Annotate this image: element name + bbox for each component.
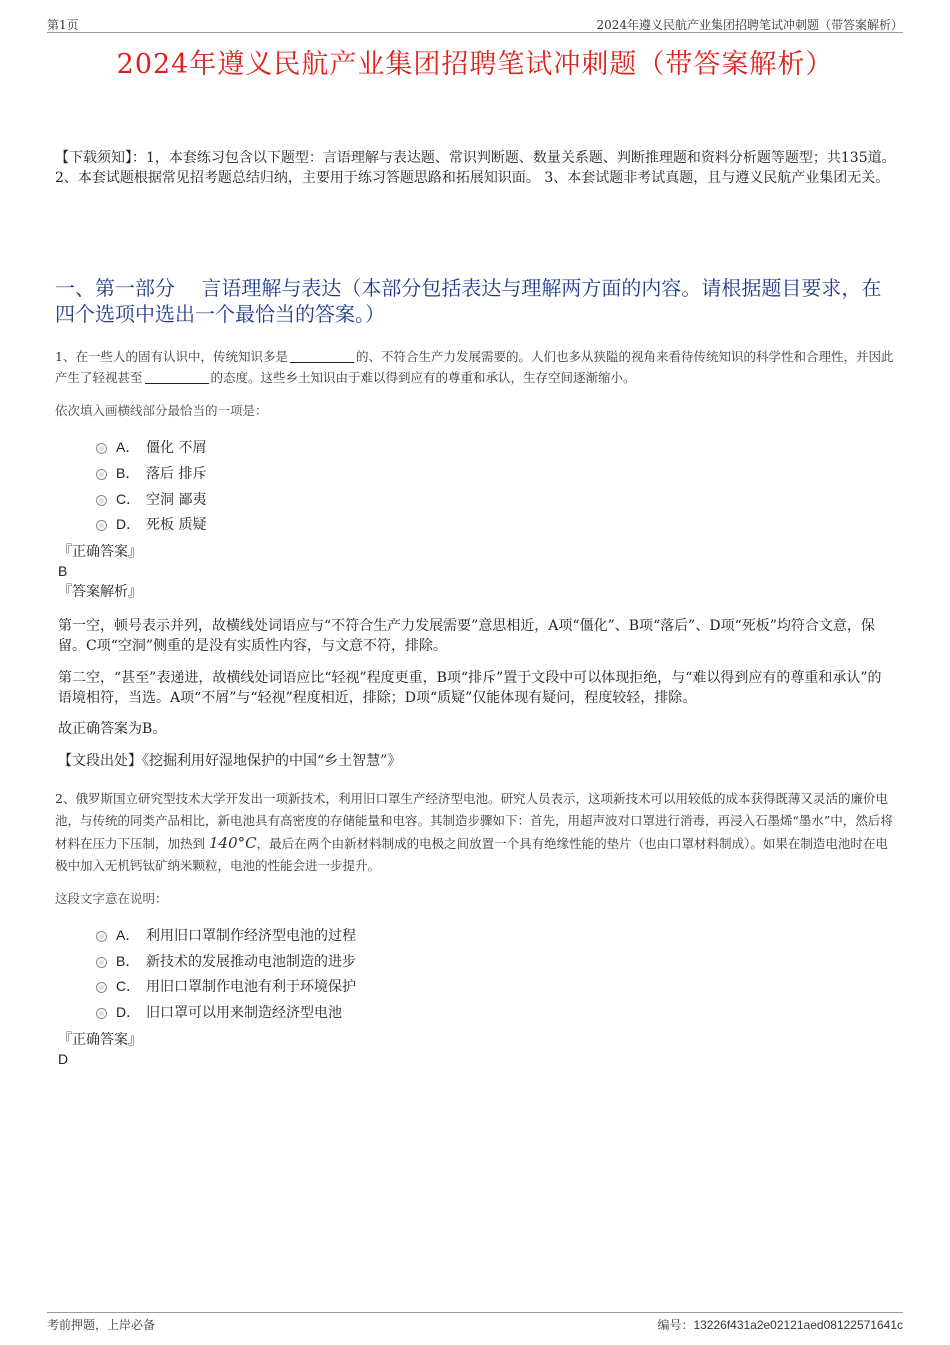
page-footer: [47, 1312, 903, 1332]
correct-answer-label: 『正确答案』: [58, 1032, 142, 1048]
answer-blank-1: [290, 348, 354, 363]
radio-button-icon[interactable]: [96, 520, 107, 531]
page-number: 第1页: [47, 18, 79, 32]
question-2-prompt: 这段文字意在说明：: [55, 891, 168, 906]
passage-source: 【文段出处】《挖掘利用好湿地保护的中国“乡土智慧”》: [58, 753, 402, 769]
question-1-option-d[interactable]: [96, 514, 206, 534]
question-1-option-b[interactable]: [96, 463, 206, 483]
correct-answer-label: 『正确答案』: [58, 544, 142, 560]
correct-answer-value: B: [58, 563, 68, 579]
option-letter: B．: [116, 465, 140, 481]
option-text: 新技术的发展推动电池制造的进步: [146, 954, 356, 970]
question-2-option-c[interactable]: [96, 976, 356, 996]
footer-serial: 编号：13226f431a2e02121aed08122571641c: [657, 1318, 903, 1332]
download-notice: 【下载须知】：1，本套练习包含以下题型：言语理解与表达题、常识判断题、数量关系题、判断推理题和资料分析题等题型；共135道。 2、本套试题根据常见招考题总结归纳，主要用于练习答题思路和拓展知识面。 3、本套试题非考试真题，且与遵义民航产业集团无关。: [55, 150, 896, 186]
radio-button-icon[interactable]: [96, 982, 107, 993]
question-1-prompt: 依次填入画横线部分最恰当的一项是：: [55, 403, 268, 418]
page-header: [47, 14, 903, 33]
analysis-paragraph-1: 第一空，顿号表示并列，故横线处词语应与“不符合生产力发展需要”意思相近，A项“僵化”、B项“落后”、D项“死板”均符合文意，保留。C项“空洞”侧重的是没有实质性内容，与文意不符，排除。: [58, 618, 875, 654]
analysis-label: 『答案解析』: [58, 584, 142, 600]
radio-button-icon[interactable]: [96, 957, 107, 968]
option-text: 空洞 鄙夷: [146, 492, 207, 508]
radio-button-icon[interactable]: [96, 495, 107, 506]
header-doc-title: 2024年遵义民航产业集团招聘笔试冲刺题（带答案解析）: [596, 18, 903, 32]
question-2-option-a[interactable]: [96, 925, 356, 945]
question-1-part-b: 的、不符合生产力发展需要的。人们也多从狭隘的视角来看待传统知识的科学性和合理性，并因此产生了轻视甚至: [55, 349, 894, 385]
option-letter: D．: [116, 1004, 141, 1020]
option-letter: C．: [116, 491, 141, 507]
question-2-option-b[interactable]: [96, 951, 356, 971]
option-letter: B．: [116, 953, 140, 969]
question-1-part-a: 1、在一些人的固有认识中，传统知识多是: [55, 349, 288, 364]
section-heading: 一、第一部分 言语理解与表达（本部分包括表达与理解两方面的内容。请根据题目要求，在四个选项中选出一个最恰当的答案。）: [55, 276, 882, 326]
option-text: 利用旧口罩制作经济型电池的过程: [146, 928, 356, 944]
radio-button-icon[interactable]: [96, 443, 107, 454]
radio-button-icon[interactable]: [96, 469, 107, 480]
analysis-conclusion: 故正确答案为B。: [58, 721, 167, 737]
question-2-part-a: 2、俄罗斯国立研究型技术大学开发出一项新技术，利用旧口罩生产经济型电池。研究人员表示，这项新技术可以用较低的成本获得既薄又灵活的廉价电池，与传统的同类产品相比，新电池具有高密度的存储能量和电容。其制造步骤如下：首先，用超声波对口罩进行消毒，再浸入石墨烯“墨水”中，然后将材料在压力下压制，加热到: [55, 791, 893, 851]
option-text: 用旧口罩制作电池有利于环境保护: [146, 979, 356, 995]
option-letter: A．: [116, 927, 140, 943]
answer-blank-2: [145, 369, 209, 384]
radio-button-icon[interactable]: [96, 931, 107, 942]
question-1-option-a[interactable]: [96, 437, 206, 457]
option-letter: A．: [116, 439, 140, 455]
question-1-part-c: 的态度。这些乡土知识由于难以得到应有的尊重和承认，生存空间逐渐缩小。: [210, 370, 636, 385]
option-text: 旧口罩可以用来制造经济型电池: [146, 1005, 342, 1021]
option-text: 落后 排斥: [146, 466, 207, 482]
correct-answer-value: D: [58, 1051, 69, 1067]
document-title: 2024年遵义民航产业集团招聘笔试冲刺题（带答案解析）: [116, 49, 834, 80]
radio-button-icon[interactable]: [96, 1008, 107, 1019]
option-letter: D．: [116, 516, 141, 532]
temperature-value: 140°C: [209, 834, 257, 852]
question-1-text: [55, 346, 900, 388]
question-1-option-c[interactable]: [96, 489, 206, 509]
analysis-paragraph-2: 第二空，“甚至”表递进，故横线处词语应比“轻视”程度更重，B项“排斥”置于文段中可以体现拒绝，与“难以得到应有的尊重和承认”的语境相符，当选。A项“不屑”与“轻视”程度相近，排除；D项“质疑”仅能体现有疑问，程度较轻，排除。: [58, 670, 882, 706]
option-text: 僵化 不屑: [146, 440, 207, 456]
question-2-option-d[interactable]: [96, 1002, 342, 1022]
option-text: 死板 质疑: [146, 517, 207, 533]
question-2-part-b: ，最后在两个由新材料制成的电极之间放置一个具有绝缘性能的垫片（也由口罩材料制成）。如果在制造电池时在电极中加入无机钙钛矿纳米颗粒，电池的性能会进一步提升。: [55, 836, 888, 873]
footer-slogan: 考前押题，上岸必备: [47, 1318, 156, 1332]
option-letter: C．: [116, 978, 141, 994]
question-2-text: [55, 788, 900, 877]
